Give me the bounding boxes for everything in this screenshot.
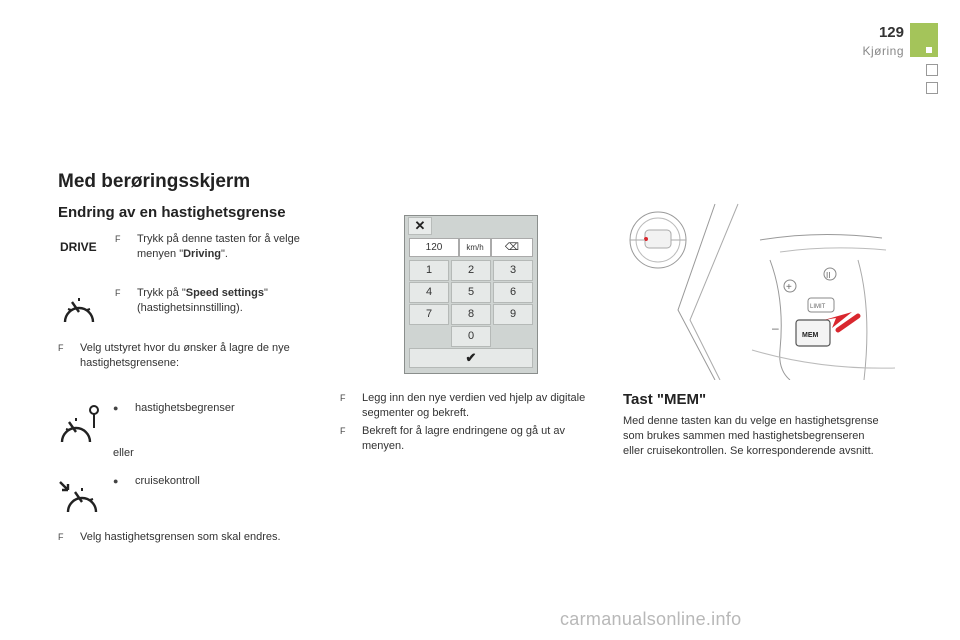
page-title: Med berøringsskjerm <box>58 171 251 192</box>
chapter-tab-empty-2 <box>926 82 938 94</box>
speed-value-display: 120 <box>409 238 459 257</box>
keypad-key-8[interactable]: 8 <box>451 304 491 325</box>
page-number: 129 <box>878 24 904 41</box>
keypad-key-6[interactable]: 6 <box>493 282 533 303</box>
step-bullet: F <box>115 234 121 244</box>
keypad-key-3[interactable]: 3 <box>493 260 533 281</box>
speed-unit-label: km/h <box>459 238 491 257</box>
chapter-tab <box>910 23 938 57</box>
step-select-speed-limit: F Velg hastighetsgrensen som skal endres. <box>58 531 281 543</box>
chapter-tab-empty-1 <box>926 64 938 76</box>
footer-watermark[interactable]: carmanualsonline.info <box>560 609 742 629</box>
option-cruise-control: ● cruisekontroll <box>113 475 200 487</box>
touchscreen-keypad <box>404 215 538 374</box>
step-speed-settings: F Trykk på "Speed settings"(hastighetsinnstilling). <box>115 287 268 314</box>
or-text: eller <box>113 447 134 459</box>
option-speed-limiter: ● hastighetsbegrenser <box>113 402 235 414</box>
backspace-icon[interactable]: ⌫ <box>491 238 533 257</box>
step-enter-value: F Legg inn den nye verdien ved hjelp av digitale segmenter og bekreft. <box>340 392 586 419</box>
steering-wheel-illustration <box>620 200 895 380</box>
chapter-title: Kjøring <box>862 44 904 58</box>
keypad-key-2[interactable]: 2 <box>451 260 491 281</box>
step-confirm-save: F Bekreft for å lagre endringene og gå ut av menyen. <box>340 425 566 452</box>
limit-button-label: LIMIT <box>810 304 826 310</box>
svg-text:II: II <box>826 271 831 280</box>
svg-text:–: – <box>772 321 779 335</box>
section-heading-mem: Tast "MEM" <box>623 391 707 408</box>
close-icon[interactable]: ✕ <box>408 217 432 235</box>
keypad-key-4[interactable]: 4 <box>409 282 449 303</box>
confirm-check-icon[interactable]: ✔ <box>409 348 533 368</box>
keypad-key-9[interactable]: 9 <box>493 304 533 325</box>
cruise-control-icon <box>58 480 102 516</box>
tab-marker-icon <box>926 47 932 53</box>
step-select-equipment: F Velg utstyret hvor du ønsker å lagre de nye hastighetsgrensene: <box>58 342 290 369</box>
step-drive: F Trykk på denne tasten for å velge menyen "Driving". <box>115 233 300 260</box>
svg-text:+: + <box>786 282 792 293</box>
keypad-key-5[interactable]: 5 <box>451 282 491 303</box>
section-heading-speed-limit: Endring av en hastighetsgrense <box>58 204 286 221</box>
speedometer-icon <box>60 292 98 326</box>
mem-button-label: MEM <box>802 332 819 339</box>
drive-button-label: DRIVE <box>60 240 97 254</box>
keypad-key-1[interactable]: 1 <box>409 260 449 281</box>
mem-description: Med denne tasten kan du velge en hastighetsgrense som brukes sammen med hastighetsbegrenseren eller cruisekontrollen. Se korresponderende avsnitt. <box>623 415 879 457</box>
speed-limiter-icon <box>58 402 102 446</box>
keypad-key-7[interactable]: 7 <box>409 304 449 325</box>
keypad-key-0[interactable]: 0 <box>451 326 491 347</box>
steering-wheel-inset-icon <box>630 212 686 268</box>
